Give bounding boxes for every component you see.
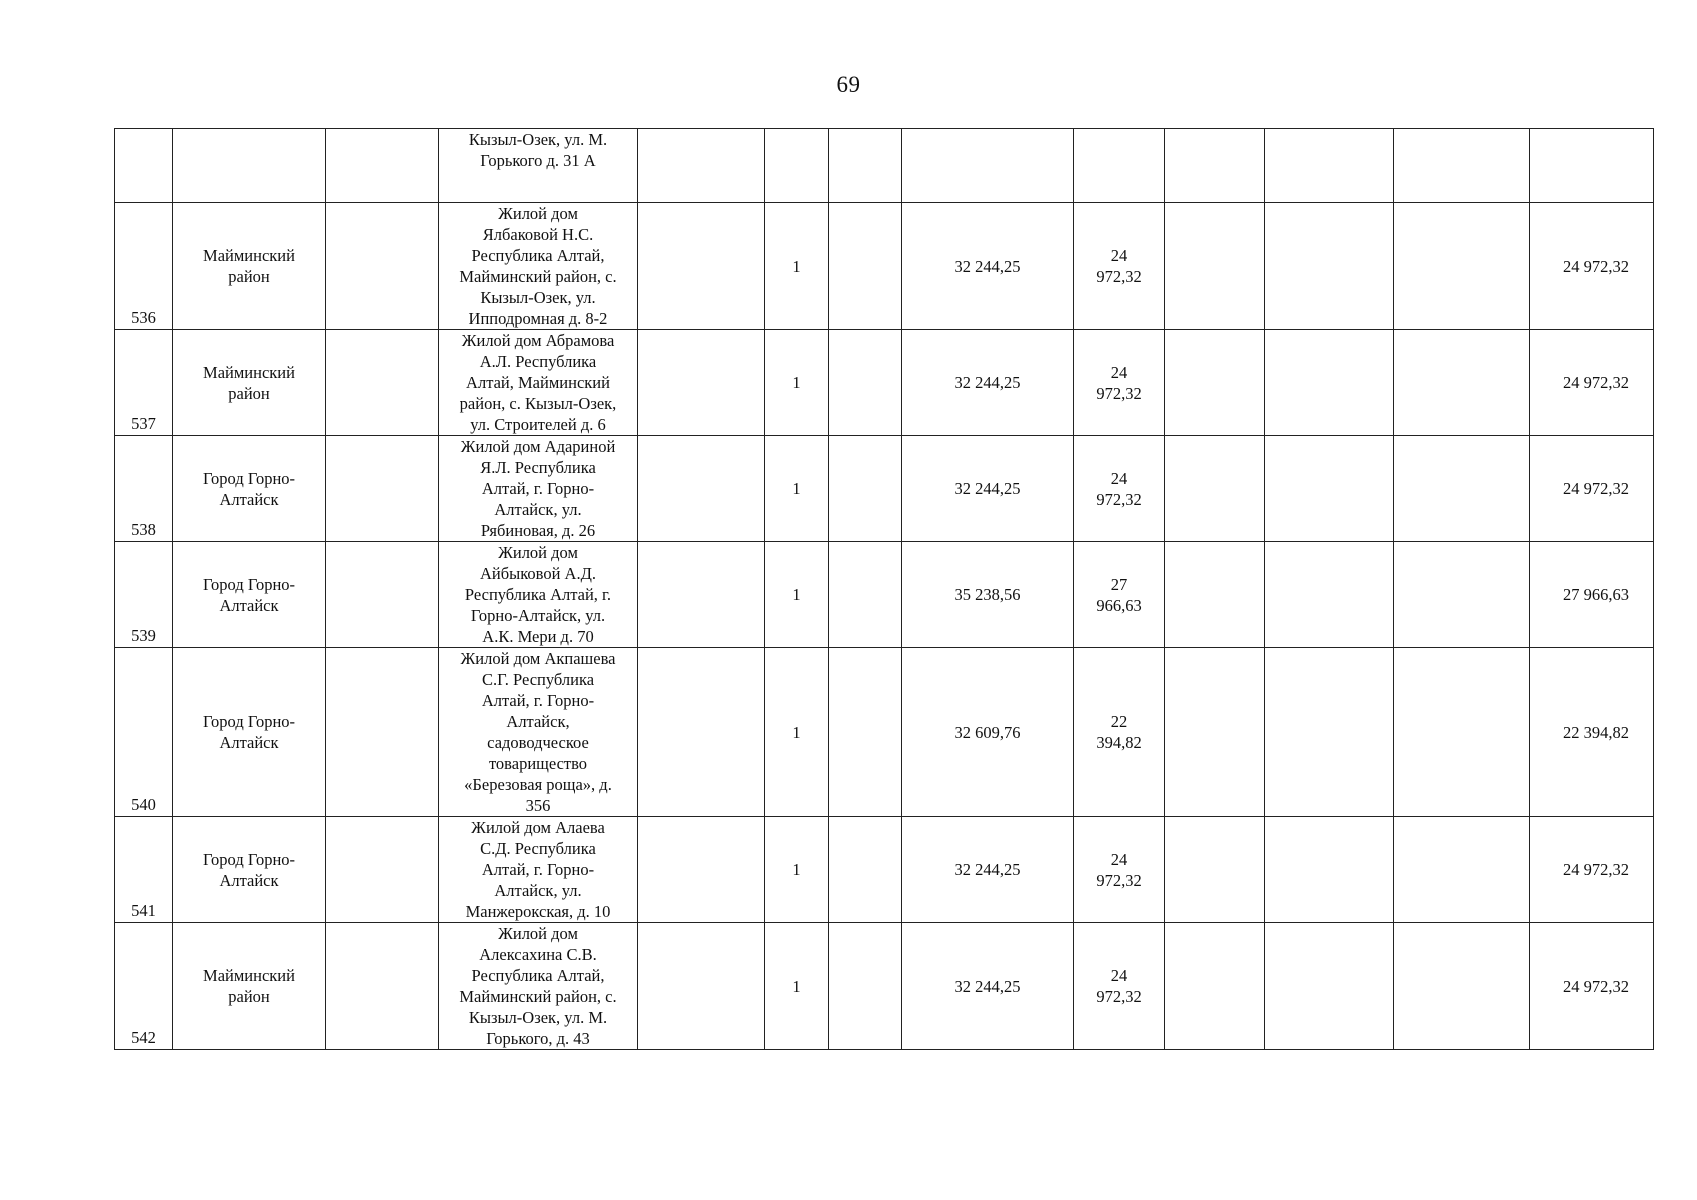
district-line: Майминский — [203, 966, 295, 985]
address-line: Ипподромная д. 8-2 — [468, 309, 608, 328]
row-number: 536 — [115, 203, 173, 330]
cost-cell: 32 244,25 — [902, 923, 1074, 1050]
address-line: А.К. Мери д. 70 — [482, 627, 594, 646]
share-line: 972,32 — [1096, 870, 1142, 890]
address-cell — [439, 330, 638, 436]
table-row — [115, 648, 1654, 817]
empty-cell — [829, 203, 902, 330]
district-line: Алтайск — [219, 870, 279, 890]
quantity-cell: 1 — [765, 436, 829, 542]
table-row — [115, 923, 1654, 1050]
empty-cell — [829, 436, 902, 542]
empty-cell — [1394, 203, 1530, 330]
share-line: 24 — [1110, 966, 1128, 985]
district-line: Город Горно- — [202, 849, 296, 869]
empty-cell — [829, 923, 902, 1050]
row-number: 539 — [115, 542, 173, 648]
empty-cell — [1265, 542, 1394, 648]
empty-cell — [1394, 923, 1530, 1050]
empty-cell — [638, 817, 765, 923]
share-cell — [1074, 923, 1165, 1050]
share-line: 27 — [1110, 574, 1128, 594]
row-number: 537 — [115, 330, 173, 436]
share-line: 24 — [1110, 362, 1128, 382]
empty-cell — [1265, 203, 1394, 330]
empty-cell — [638, 648, 765, 817]
share-line: 22 — [1110, 712, 1128, 731]
empty-cell — [173, 129, 326, 203]
district-line: Майминский — [203, 246, 295, 265]
share-line: 394,82 — [1096, 733, 1142, 752]
address-line: «Березовая роща», д. — [464, 775, 612, 794]
empty-cell — [1394, 817, 1530, 923]
empty-cell — [829, 648, 902, 817]
cost-cell: 32 244,25 — [902, 817, 1074, 923]
empty-cell — [326, 436, 439, 542]
address-line: Горького д. 31 А — [480, 151, 596, 170]
empty-cell — [1394, 330, 1530, 436]
empty-cell — [829, 542, 902, 648]
district-line: Алтайск — [219, 733, 279, 752]
empty-cell — [1265, 129, 1394, 203]
district-line: Майминский — [203, 362, 295, 382]
row-number: 541 — [115, 817, 173, 923]
empty-cell — [638, 542, 765, 648]
share-line: 24 — [1110, 468, 1128, 488]
district-cell — [173, 817, 326, 923]
share-line: 24 — [1110, 246, 1128, 265]
total-cell: 24 972,32 — [1530, 203, 1654, 330]
address-line: Алтайск, — [506, 712, 570, 731]
district-line: район — [228, 383, 270, 403]
address-cell — [439, 203, 638, 330]
district-cell — [173, 542, 326, 648]
address-line: Горького, д. 43 — [486, 1029, 590, 1048]
address-cell — [439, 817, 638, 923]
empty-cell — [326, 648, 439, 817]
address-line: Алексахина С.В. — [479, 945, 597, 964]
total-cell: 24 972,32 — [1530, 817, 1654, 923]
address-line: Жилой дом — [498, 543, 578, 562]
address-line: Кызыл-Озек, ул. — [480, 288, 596, 307]
address-line: Майминский район, с. — [459, 267, 617, 286]
share-cell — [1074, 648, 1165, 817]
district-line: район — [228, 267, 270, 286]
empty-cell — [829, 330, 902, 436]
table-row — [115, 330, 1654, 436]
share-cell — [1074, 436, 1165, 542]
cost-cell: 32 244,25 — [902, 436, 1074, 542]
quantity-cell: 1 — [765, 648, 829, 817]
quantity-cell: 1 — [765, 542, 829, 648]
address-line: Республика Алтай, г. — [464, 585, 612, 604]
table-body — [115, 129, 1654, 1050]
address-cell — [439, 129, 638, 203]
empty-cell — [326, 817, 439, 923]
address-line: Кызыл-Озек, ул. М. — [468, 130, 608, 149]
address-line: Ялбаковой Н.С. — [482, 225, 594, 244]
address-line: Жилой дом Акпашева — [460, 649, 616, 668]
address-line: Айбыковой А.Д. — [480, 564, 596, 583]
empty-cell — [1394, 648, 1530, 817]
address-line: Кызыл-Озек, ул. М. — [468, 1008, 608, 1027]
empty-cell — [638, 436, 765, 542]
empty-cell — [1165, 330, 1265, 436]
cost-cell: 35 238,56 — [902, 542, 1074, 648]
empty-cell — [902, 129, 1074, 203]
empty-cell — [326, 330, 439, 436]
address-line: Алтай, г. Горно- — [481, 860, 595, 879]
empty-cell — [1165, 436, 1265, 542]
address-cell — [439, 436, 638, 542]
address-line: Алтайск, ул. — [494, 881, 582, 900]
table-row — [115, 542, 1654, 648]
district-line: Город Горно- — [202, 574, 296, 594]
empty-cell — [1265, 817, 1394, 923]
district-cell — [173, 203, 326, 330]
cost-cell: 32 244,25 — [902, 203, 1074, 330]
share-cell — [1074, 817, 1165, 923]
empty-cell — [638, 129, 765, 203]
empty-cell — [1165, 542, 1265, 648]
share-cell — [1074, 203, 1165, 330]
empty-cell — [1265, 436, 1394, 542]
total-cell: 24 972,32 — [1530, 330, 1654, 436]
quantity-cell: 1 — [765, 817, 829, 923]
empty-cell — [1394, 542, 1530, 648]
share-line: 966,63 — [1096, 595, 1142, 615]
quantity-cell: 1 — [765, 330, 829, 436]
empty-cell — [115, 129, 173, 203]
quantity-cell: 1 — [765, 203, 829, 330]
table-row — [115, 436, 1654, 542]
address-line: товарищество — [488, 754, 588, 773]
district-line: Алтайск — [219, 489, 279, 509]
empty-cell — [638, 330, 765, 436]
address-line: С.Г. Республика — [481, 670, 595, 689]
address-line: Жилой дом — [498, 204, 578, 223]
total-cell: 27 966,63 — [1530, 542, 1654, 648]
quantity-cell: 1 — [765, 923, 829, 1050]
share-cell — [1074, 542, 1165, 648]
address-line: Алтай, Майминский — [466, 373, 610, 392]
empty-cell — [1265, 330, 1394, 436]
total-cell: 24 972,32 — [1530, 923, 1654, 1050]
empty-cell — [638, 923, 765, 1050]
empty-cell — [1530, 129, 1654, 203]
district-cell — [173, 330, 326, 436]
table-row-continuation — [115, 129, 1654, 203]
empty-cell — [1165, 923, 1265, 1050]
address-line: Манжерокская, д. 10 — [465, 902, 611, 921]
empty-cell — [765, 129, 829, 203]
address-cell — [439, 648, 638, 817]
empty-cell — [1394, 436, 1530, 542]
page-number: 69 — [836, 72, 861, 97]
table-row — [115, 203, 1654, 330]
share-line: 972,32 — [1096, 489, 1142, 509]
empty-cell — [326, 129, 439, 203]
address-line: район, с. Кызыл-Озек, — [459, 394, 617, 413]
share-line: 972,32 — [1096, 267, 1142, 286]
empty-cell — [1165, 129, 1265, 203]
empty-cell — [1074, 129, 1165, 203]
row-number: 538 — [115, 436, 173, 542]
address-line: Алтай, г. Горно- — [481, 691, 595, 710]
district-line: Алтайск — [219, 595, 279, 615]
row-number: 540 — [115, 648, 173, 817]
address-line: Жилой дом Алаева — [471, 818, 605, 837]
empty-cell — [326, 203, 439, 330]
district-line: Город Горно- — [202, 712, 296, 731]
empty-cell — [1165, 648, 1265, 817]
cost-cell: 32 244,25 — [902, 330, 1074, 436]
address-cell — [439, 542, 638, 648]
address-cell — [439, 923, 638, 1050]
total-cell: 24 972,32 — [1530, 436, 1654, 542]
address-line: Алтайск, ул. — [494, 500, 582, 519]
empty-cell — [326, 542, 439, 648]
district-cell — [173, 923, 326, 1050]
empty-cell — [829, 129, 902, 203]
district-cell — [173, 436, 326, 542]
address-line: Жилой дом Адариной — [460, 437, 616, 456]
share-line: 972,32 — [1096, 383, 1142, 403]
district-line: Город Горно- — [202, 468, 296, 488]
address-line: Алтай, г. Горно- — [481, 479, 595, 498]
address-line: Майминский район, с. — [459, 987, 617, 1006]
address-line: Рябиновая, д. 26 — [480, 521, 596, 540]
share-line: 24 — [1110, 849, 1128, 869]
district-line: район — [228, 987, 270, 1006]
empty-cell — [1394, 129, 1530, 203]
address-line: Республика Алтай, — [471, 966, 605, 985]
address-line: 356 — [525, 796, 551, 815]
address-line: С.Д. Республика — [480, 839, 596, 858]
empty-cell — [638, 203, 765, 330]
address-line: Республика Алтай, — [471, 246, 605, 265]
share-cell — [1074, 330, 1165, 436]
address-line: Я.Л. Республика — [480, 458, 596, 477]
row-number: 542 — [115, 923, 173, 1050]
address-line: ул. Строителей д. 6 — [470, 415, 606, 434]
total-cell: 22 394,82 — [1530, 648, 1654, 817]
empty-cell — [1265, 648, 1394, 817]
empty-cell — [1265, 923, 1394, 1050]
empty-cell — [829, 817, 902, 923]
district-cell — [173, 648, 326, 817]
data-table — [114, 128, 1654, 1050]
empty-cell — [1165, 203, 1265, 330]
empty-cell — [326, 923, 439, 1050]
address-line: Горно-Алтайск, ул. — [470, 606, 606, 625]
empty-cell — [1165, 817, 1265, 923]
address-line: Жилой дом — [498, 924, 578, 943]
address-line: Жилой дом Абрамова — [461, 331, 615, 350]
table-row — [115, 817, 1654, 923]
address-line: А.Л. Республика — [479, 352, 597, 371]
address-line: садоводческое — [487, 733, 589, 752]
share-line: 972,32 — [1096, 987, 1142, 1006]
cost-cell: 32 609,76 — [902, 648, 1074, 817]
